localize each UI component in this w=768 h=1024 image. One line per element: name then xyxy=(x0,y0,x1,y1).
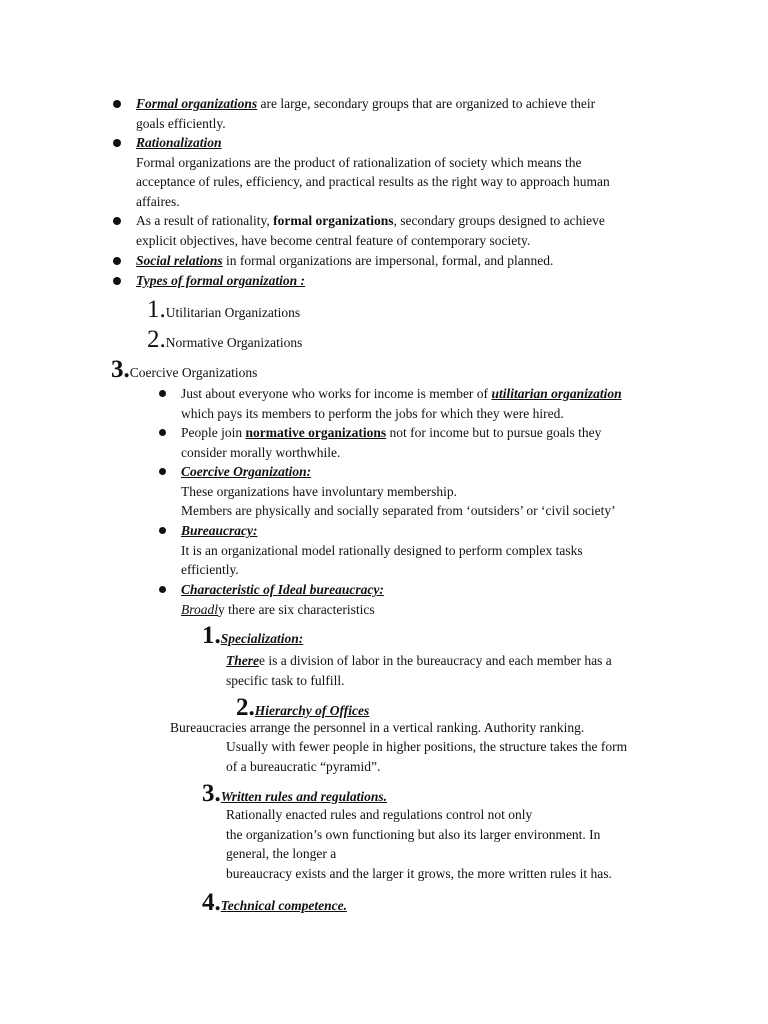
bullet-text: goals efficiently. xyxy=(136,115,226,131)
body-text: Bureaucracies arrange the personnel in a vertical ranking. Authority ranking. xyxy=(170,720,585,735)
term-broadly: Broadl xyxy=(181,601,218,617)
characteristic-specialization xyxy=(202,622,303,650)
characteristic-hierarchy-body xyxy=(226,737,706,776)
list-number: 3. xyxy=(202,780,221,807)
term-normative-organizations: normative organizations xyxy=(245,425,387,440)
bullet-marker xyxy=(159,527,166,534)
bullet-rationalization xyxy=(136,133,696,211)
bullet-social-relations xyxy=(136,251,553,271)
term-formal-organizations-bold: formal organizations xyxy=(273,213,394,228)
list-label: Utilitarian Organizations xyxy=(165,305,301,320)
list-label: Coercive Organizations xyxy=(129,365,258,380)
bullet-marker xyxy=(113,100,121,108)
bullet-utilitarian xyxy=(181,384,701,423)
bullet-marker xyxy=(159,390,166,397)
list-number: 1. xyxy=(202,622,221,649)
bullet-marker xyxy=(159,468,166,475)
bullet-text: Members are physically and socially separated from ‘outsiders’ or ‘civil society’ xyxy=(181,503,616,518)
bullet-text: , secondary groups designed to achieve xyxy=(393,213,605,228)
body-text: of a bureaucratic “pyramid”. xyxy=(226,758,381,774)
bullet-text: People join xyxy=(181,425,246,440)
body-text: the organization’s own functioning but also its larger environment. In xyxy=(226,826,601,842)
term-characteristic-of-ideal-bureaucracy: Characteristic of Ideal bureaucracy: xyxy=(181,582,384,597)
body-text: general, the longer a xyxy=(226,846,337,861)
term-hierarchy-of-offices: Hierarchy of Offices xyxy=(254,703,370,718)
bullet-rationality xyxy=(136,211,696,250)
term-written-rules: Written rules and regulations. xyxy=(220,789,388,804)
bullet-text: Formal organizations are the product of rationalization of society which means the xyxy=(136,154,582,170)
characteristic-technical-competence xyxy=(202,889,347,917)
bullet-text: consider morally worthwhile. xyxy=(181,444,341,460)
body-text: Rationally enacted rules and regulations control not only xyxy=(226,807,533,822)
bullet-marker xyxy=(113,257,121,265)
list-label: Normative Organizations xyxy=(165,335,303,350)
bullet-text: acceptance of rules, efficiency, and practical results as the right way to approach human xyxy=(136,174,610,189)
term-social-relations: Social relations xyxy=(136,253,223,268)
term-bureaucracy: Bureaucracy: xyxy=(181,523,258,538)
characteristic-written-rules xyxy=(202,780,387,808)
list-number: 2. xyxy=(147,326,166,353)
characteristic-specialization-body xyxy=(226,651,706,690)
term-technical-competence: Technical competence. xyxy=(220,898,347,913)
bullet-normative xyxy=(181,423,701,462)
term-specialization: Specialization: xyxy=(220,631,304,646)
bullet-marker xyxy=(159,586,166,593)
bullet-marker xyxy=(159,429,166,436)
term-rationalization: Rationalization xyxy=(136,135,222,150)
bullet-text: Just about everyone who works for income is member of xyxy=(181,386,492,401)
bullet-marker xyxy=(113,139,121,147)
bullet-marker xyxy=(113,277,121,285)
type-normative xyxy=(147,326,302,354)
bullet-text: are large, secondary groups that are organized to achieve their xyxy=(257,96,596,111)
body-text: bureaucracy exists and the larger it grows, the more written rules it has. xyxy=(226,865,612,881)
list-number: 2. xyxy=(236,694,255,721)
term-coercive-organization: Coercive Organization: xyxy=(181,464,312,479)
bullet-coercive xyxy=(181,462,701,521)
body-text: specific task to fulfill. xyxy=(226,672,345,688)
list-number: 3. xyxy=(111,356,130,383)
bullet-types-heading xyxy=(136,271,305,291)
bullet-text: efficiently. xyxy=(181,562,239,577)
bullet-text: affaires. xyxy=(136,193,180,209)
list-number: 4. xyxy=(202,889,221,916)
bullet-characteristic xyxy=(181,580,701,619)
type-utilitarian xyxy=(147,296,300,324)
bullet-text: in formal organizations are impersonal, formal, and planned. xyxy=(222,253,554,268)
bullet-text: explicit objectives, have become central feature of contemporary society. xyxy=(136,232,531,248)
term-there: There xyxy=(226,653,259,668)
bullet-text: It is an organizational model rationally designed to perform complex tasks xyxy=(181,542,583,558)
bullet-formal-organizations xyxy=(136,94,696,133)
bullet-text: which pays its members to perform the jobs for which they were hired. xyxy=(181,405,564,421)
body-text: e is a division of labor in the bureaucracy and each member has a xyxy=(259,653,612,668)
list-number: 1. xyxy=(147,296,166,323)
term-utilitarian-organization: utilitarian organization xyxy=(491,386,622,401)
bullet-marker xyxy=(113,217,121,225)
body-text: Usually with fewer people in higher positions, the structure takes the form xyxy=(226,739,628,754)
type-coercive xyxy=(111,356,257,384)
term-types-of-formal-organization: Types of formal organization : xyxy=(136,273,306,288)
bullet-text: not for income but to pursue goals they xyxy=(386,425,602,440)
bullet-text: y there are six characteristics xyxy=(218,601,375,617)
bullet-text: As a result of rationality, xyxy=(136,213,274,228)
bullet-bureaucracy xyxy=(181,521,701,580)
term-formal-organizations: Formal organizations xyxy=(136,96,258,111)
characteristic-written-rules-body xyxy=(226,805,706,883)
bullet-text: These organizations have involuntary membership. xyxy=(181,483,458,499)
